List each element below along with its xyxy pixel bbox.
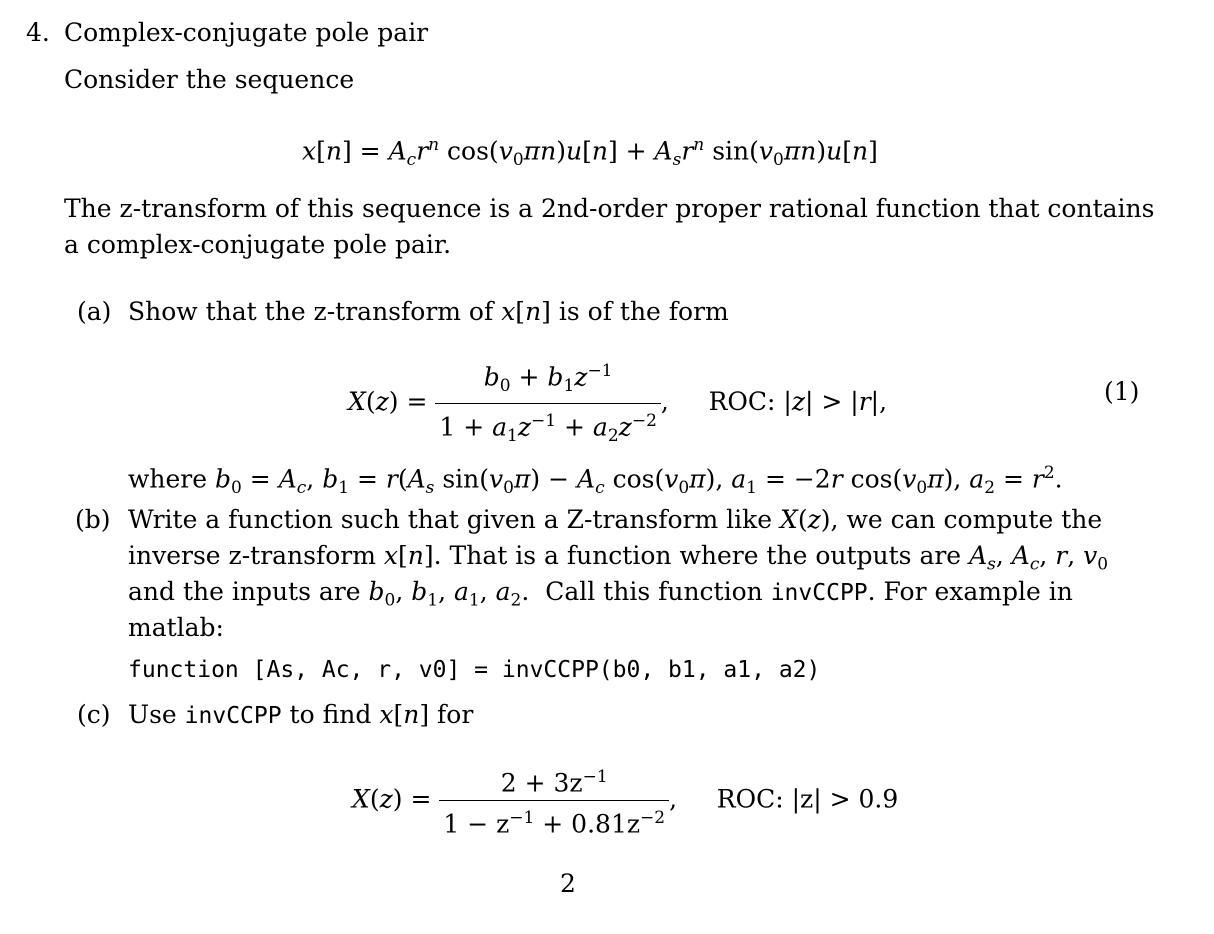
problem-number: 4.: [26, 18, 50, 47]
part-b-label: (b): [75, 505, 111, 534]
example-fraction: $\frac{2 + 3z^{-1}}{1 - z^{-1} + 0.81z^{-2}}$: [439, 760, 669, 842]
matlab-code-line: function [As, Ac, r, v0] = invCCPP(b0, b1, a1, a2): [128, 657, 821, 683]
example-transform-equation: X(z) = $\frac{2 + 3z^{-1}}{1 - z^{-1} + 0.81z^{-2}}$ , ROC: |z| > 0.9: [352, 760, 898, 842]
function-name-b: invCCPP: [770, 580, 868, 606]
transfer-function-equation: X(z) = $\frac{b_0 + b_1z^{-1}}{1 + a_1z^{-1} + a_2z^{-2}}$ , ROC: |z| > |r|,: [348, 354, 887, 453]
example-numerator: 2 + 3z: [500, 768, 583, 798]
problem-title: Complex-conjugate pole pair: [64, 18, 429, 47]
roc-value-c: |z| > 0.9: [791, 784, 899, 814]
function-name-c: invCCPP: [184, 703, 282, 729]
part-a-text-end: is of the form: [558, 297, 729, 326]
part-a-text: Show that the z-transform of: [128, 297, 494, 326]
part-b-line-2: inverse z-transform x[n]. That is a function where the outputs are $A_s$, $A_c$, r, $v_0$: [128, 541, 1109, 575]
part-b-line-1: Write a function such that given a Z-transform like X(z), we can compute the: [128, 505, 1103, 534]
part-b-line-4: matlab:: [128, 613, 224, 642]
equation-number: (1): [1104, 377, 1140, 406]
where-text: where: [128, 464, 208, 494]
description-line-2: a complex-conjugate pole pair.: [64, 230, 452, 259]
part-c-statement: Use invCCPP to find x[n] for: [128, 700, 474, 729]
intro-text: Consider the sequence: [64, 65, 355, 94]
sequence-equation: $x[n] = A_cr^n$ $\cos(v_0\pi n)u[n] + A_sr^n$ $\sin(v_0\pi n)u[n]$: [302, 135, 878, 170]
coefficient-definitions: where $b_0 = A_c$, $b_1 = r(A_s$ $\sin(v_0\pi) - A_c$ $\cos(v_0\pi)$, $a_1 = -2r$ $\cos(v_0\pi)$, $a_2 = r^2$.: [128, 463, 1063, 498]
part-c-label: (c): [77, 700, 111, 729]
roc-label-c: ROC:: [716, 784, 784, 814]
transfer-function-fraction: $\frac{b_0 + b_1z^{-1}}{1 + a_1z^{-1} + a_2z^{-2}}$: [435, 354, 661, 453]
roc-label-a: ROC:: [708, 386, 776, 416]
page-number: 2: [560, 869, 576, 898]
description-line-1: The z-transform of this sequence is a 2nd-order proper rational function that contains: [64, 194, 1155, 223]
part-a-statement: Show that the z-transform of x[n] is of the form: [128, 297, 729, 326]
part-a-label: (a): [77, 297, 112, 326]
part-b-line-3: and the inputs are $b_0$, $b_1$, $a_1$, $a_2$. Call this function invCCPP. For example in: [128, 577, 1073, 611]
